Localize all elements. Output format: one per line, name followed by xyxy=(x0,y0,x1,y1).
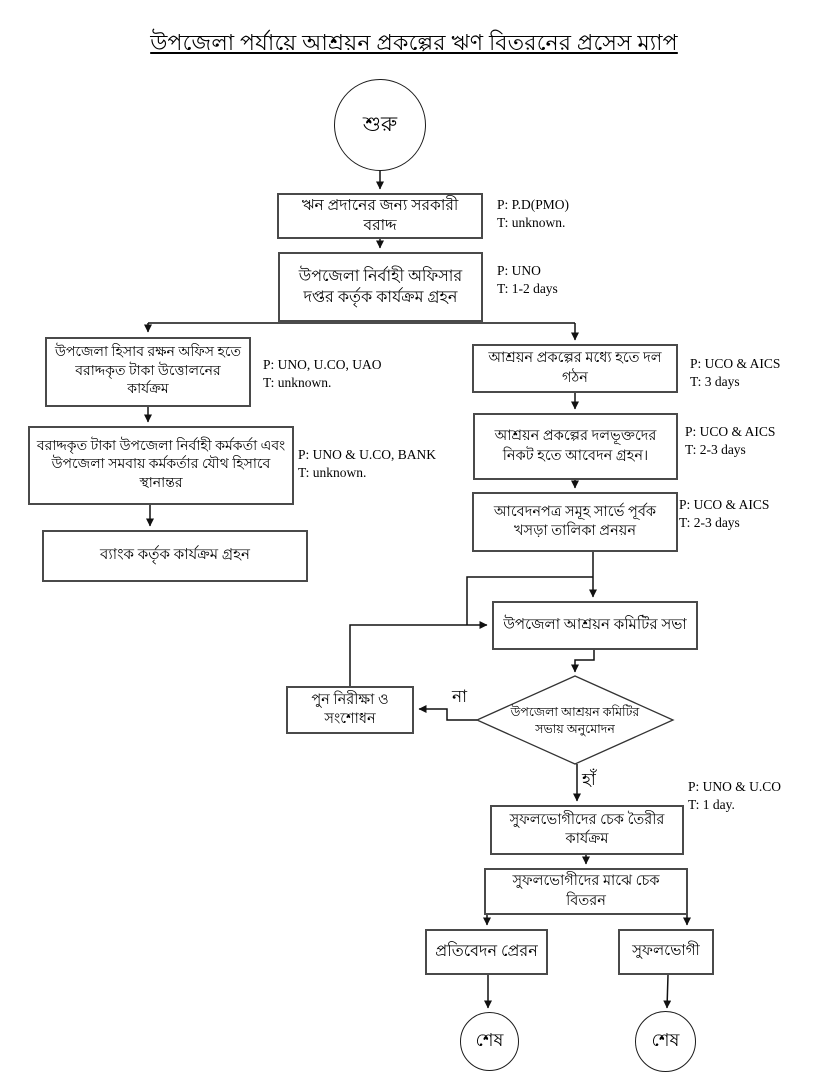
annotation-performer: P: UNO xyxy=(497,263,541,278)
end-terminator-left: শেষ xyxy=(460,1012,519,1071)
annotation-cheque-prep xyxy=(688,778,781,814)
annotation-application xyxy=(685,423,775,459)
annotation-time: T: 1-2 days xyxy=(497,281,558,297)
annotation-time: T: 1 day. xyxy=(688,797,735,813)
annotation-performer: P: P.D(PMO) xyxy=(497,197,570,212)
annotation-performer: P: UNO, U.CO, UAO xyxy=(263,357,382,372)
page-title: উপজেলা পর্যায়ে আশ্রয়ন প্রকল্পের ঋণ বিতরনের প্রসেস ম্যাপ xyxy=(150,30,678,55)
annotation-withdraw xyxy=(263,356,382,392)
beneficiary-box: সুফলভোগী xyxy=(618,929,714,975)
no-label: না xyxy=(452,687,468,706)
decision-text: উপজেলা আশ্রয়ন কমিটির সভায় অনুমোদন xyxy=(510,705,640,736)
transfer-box: বরাদ্দকৃত টাকা উপজেলা নির্বাহী কর্মকর্তা এবং উপজেলা সমবায় কর্মকর্তার যৌথ হিসাবে স্থানান্তর xyxy=(28,426,294,505)
annotation-performer: P: UCO & AICS xyxy=(685,424,776,439)
annotation-transfer xyxy=(298,446,436,482)
annotation-time: T: 3 days xyxy=(690,374,740,390)
start-terminator: শুরু xyxy=(334,79,426,171)
committee-meeting-box: উপজেলা আশ্রয়ন কমিটির সভা xyxy=(492,601,698,650)
uno-office-box: উপজেলা নির্বাহী অফিসার দপ্তর কর্তৃক কার্যক্রম গ্রহন xyxy=(278,252,483,322)
arrow-decision-no-to-review xyxy=(419,709,477,720)
bank-box: ব্যাংক কর্তৃক কার্যক্রম গ্রহন xyxy=(42,530,308,582)
govt-allocation-box: ঋন প্রদানের জন্য সরকারী বরাদ্দ xyxy=(277,193,483,239)
annotation-performer: P: UNO & U.CO, BANK xyxy=(298,447,437,462)
arrow-committee-to-decision xyxy=(575,650,594,672)
yes-label: হাঁ xyxy=(582,770,596,789)
annotation-time: T: 2-3 days xyxy=(685,442,746,458)
report-box: প্রতিবেদন প্রেরন xyxy=(425,929,548,975)
review-box: পুন নিরীক্ষা ও সংশোধন xyxy=(286,686,414,734)
annotation-govt-allocation xyxy=(497,196,569,232)
cheque-prep-box: সুফলভোগীদের চেক তৈরীর কার্যক্রম xyxy=(490,805,684,855)
application-box: আশ্রয়ন প্রকল্পের দলভূক্তদের নিকট হতে আবেদন গ্রহন। xyxy=(473,413,678,480)
annotation-time: T: 2-3 days xyxy=(679,515,740,531)
annotation-time: T: unknown. xyxy=(497,215,566,231)
annotation-time: T: unknown. xyxy=(298,465,367,481)
group-formation-box: আশ্রয়ন প্রকল্পের মধ্যে হতে দল গঠন xyxy=(472,344,678,393)
withdraw-box: উপজেলা হিসাব রক্ষন অফিস হতে বরাদ্দকৃত টাকা উত্তোলনের কার্যক্রম xyxy=(45,337,251,407)
annotation-performer: P: UCO & AICS xyxy=(690,356,781,371)
arrow-beneficiary-to-end xyxy=(667,975,668,1008)
annotation-group-formation xyxy=(690,355,780,391)
arrow-review-to-committee xyxy=(350,625,487,686)
draft-list-box: আবেদনপত্র সমূহ সার্ভে পূর্বক খসড়া তালিকা প্রনয়ন xyxy=(472,492,678,552)
annotation-performer: P: UNO & U.CO xyxy=(688,779,782,794)
annotation-draft-list xyxy=(679,496,769,532)
cheque-distribution-box: সুফলভোগীদের মাঝে চেক বিতরন xyxy=(484,868,688,915)
annotation-uno-office xyxy=(497,262,558,298)
annotation-performer: P: UCO & AICS xyxy=(679,497,770,512)
annotation-time: T: unknown. xyxy=(263,375,332,391)
end-terminator-right: শেষ xyxy=(635,1011,696,1072)
